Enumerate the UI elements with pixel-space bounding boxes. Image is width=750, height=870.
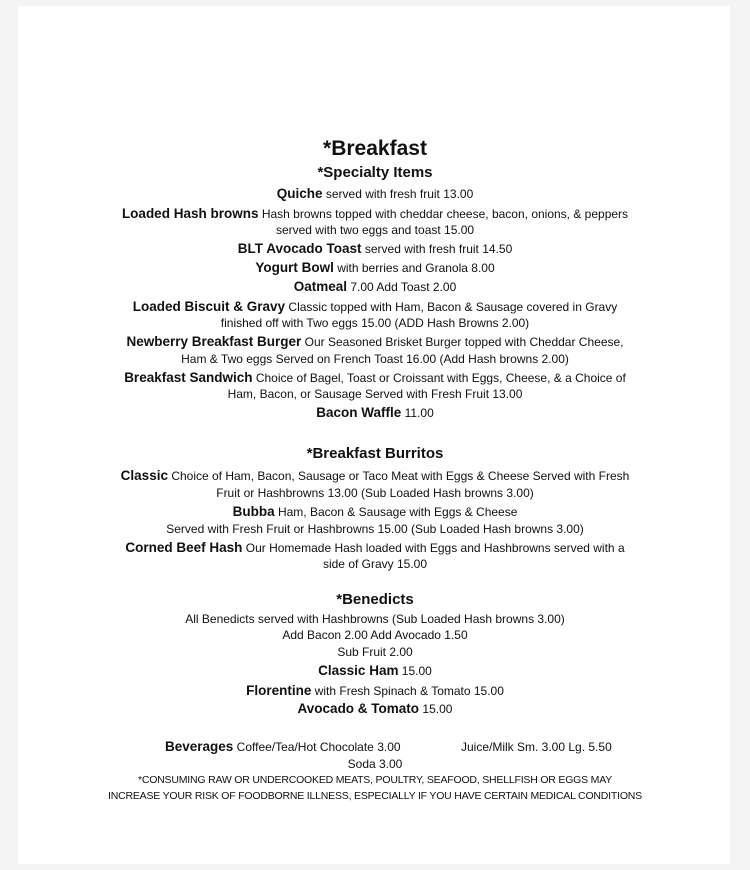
beverages-label: Beverages — [165, 739, 234, 754]
item-desc-cont: Fruit or Hashbrowns 13.00 (Sub Loaded Hash browns 3.00) — [216, 486, 534, 500]
item-desc-cont: side of Gravy 15.00 — [322, 557, 428, 571]
menu-item-avocado-tomato — [0, 700, 750, 718]
item-name: Yogurt Bowl — [255, 260, 334, 275]
item-desc: Our Seasoned Brisket Burger topped with Cheddar Cheese, — [304, 335, 624, 349]
menu-item-quiche — [0, 185, 750, 203]
item-desc: with berries and Granola 8.00 — [337, 261, 495, 275]
item-name: Newberry Breakfast Burger — [126, 334, 302, 349]
menu-item-classic-burrito — [0, 467, 750, 485]
item-desc: with Fresh Spinach & Tomato 15.00 — [314, 684, 504, 698]
health-warning-line-2: INCREASE YOUR RISK OF FOODBORNE ILLNESS, ESPECIALLY IF YOU HAVE CERTAIN MEDICAL CONDITIONS — [108, 790, 642, 802]
menu-item-blt-avocado-toast — [0, 240, 750, 258]
item-name: Bubba — [232, 504, 275, 519]
item-desc-cont: Ham, Bacon, or Sausage Served with Fresh Fruit 13.00 — [227, 387, 523, 401]
specialty-heading: *Specialty Items — [317, 164, 433, 181]
item-desc: 15.00 — [422, 702, 453, 716]
item-desc: 11.00 — [404, 406, 434, 420]
menu-item-newberry-breakfast-burger — [0, 333, 750, 351]
item-name: Florentine — [246, 683, 312, 698]
beverages-line — [165, 739, 401, 754]
menu-item-corned-beef-hash — [0, 539, 750, 557]
item-desc: Classic topped with Ham, Bacon & Sausage covered in Gravy — [288, 300, 618, 314]
benedicts-sub-fruit: Sub Fruit 2.00 — [337, 645, 413, 659]
item-desc-cont: Ham & Two eggs Served on French Toast 16.00 (Add Hash browns 2.00) — [181, 352, 569, 366]
benedicts-note: All Benedicts served with Hashbrowns (Sub Loaded Hash browns 3.00) — [185, 612, 565, 626]
health-warning-line-1: *CONSUMING RAW OR UNDERCOOKED MEATS, POULTRY, SEAFOOD, SHELLFISH OR EGGS MAY — [137, 774, 613, 786]
item-name: Corned Beef Hash — [125, 540, 243, 555]
menu-title: *Breakfast — [323, 137, 427, 160]
burritos-heading: *Breakfast Burritos — [306, 445, 444, 462]
item-name: Breakfast Sandwich — [124, 370, 253, 385]
item-desc: Hash browns topped with cheddar cheese, bacon, onions, & peppers — [261, 207, 629, 221]
item-name: Loaded Biscuit & Gravy — [132, 299, 286, 314]
item-name: Quiche — [276, 186, 323, 201]
menu-item-bacon-waffle — [0, 404, 750, 422]
item-name: Classic — [120, 468, 168, 483]
beverages-coffee: Coffee/Tea/Hot Chocolate 3.00 — [236, 740, 401, 754]
item-desc: 15.00 — [401, 664, 432, 678]
menu-item-yogurt-bowl — [0, 259, 750, 277]
menu-item-bubba-burrito — [0, 503, 750, 521]
menu-page — [18, 6, 730, 864]
item-desc-cont: served with two eggs and toast 15.00 — [275, 223, 475, 237]
item-name: Bacon Waffle — [316, 405, 402, 420]
item-name: Avocado & Tomato — [297, 701, 420, 716]
menu-item-oatmeal — [0, 278, 750, 296]
item-desc-cont: finished off with Two eggs 15.00 (ADD Hash Browns 2.00) — [220, 316, 530, 330]
item-desc: 7.00 Add Toast 2.00 — [350, 280, 457, 294]
item-name: BLT Avocado Toast — [237, 241, 362, 256]
item-desc: Ham, Bacon & Sausage with Eggs & Cheese — [277, 505, 518, 519]
beverages-soda: Soda 3.00 — [347, 757, 403, 771]
menu-item-loaded-biscuit-gravy — [0, 298, 750, 316]
item-desc: Choice of Ham, Bacon, Sausage or Taco Meat with Eggs & Cheese Served with Fresh — [171, 469, 630, 483]
menu-item-breakfast-sandwich — [0, 369, 750, 387]
item-desc: Choice of Bagel, Toast or Croissant with Eggs, Cheese, & a Choice of — [255, 371, 626, 385]
beverages-juice: Juice/Milk Sm. 3.00 Lg. 5.50 — [461, 740, 612, 754]
menu-item-classic-ham — [0, 662, 750, 680]
item-desc: Our Homemade Hash loaded with Eggs and Hashbrowns served with a — [245, 541, 625, 555]
benedicts-heading: *Benedicts — [336, 591, 414, 608]
item-name: Oatmeal — [293, 279, 348, 294]
item-desc: served with fresh fruit 14.50 — [364, 242, 513, 256]
item-name: Classic Ham — [318, 663, 399, 678]
benedicts-addons: Add Bacon 2.00 Add Avocado 1.50 — [282, 628, 468, 642]
menu-item-loaded-hash-browns — [0, 205, 750, 223]
menu-item-florentine — [0, 682, 750, 700]
item-desc: served with fresh fruit 13.00 — [325, 187, 474, 201]
item-desc-cont: Served with Fresh Fruit or Hashbrowns 15.00 (Sub Loaded Hash browns 3.00) — [166, 522, 584, 536]
item-name: Loaded Hash browns — [121, 206, 259, 221]
